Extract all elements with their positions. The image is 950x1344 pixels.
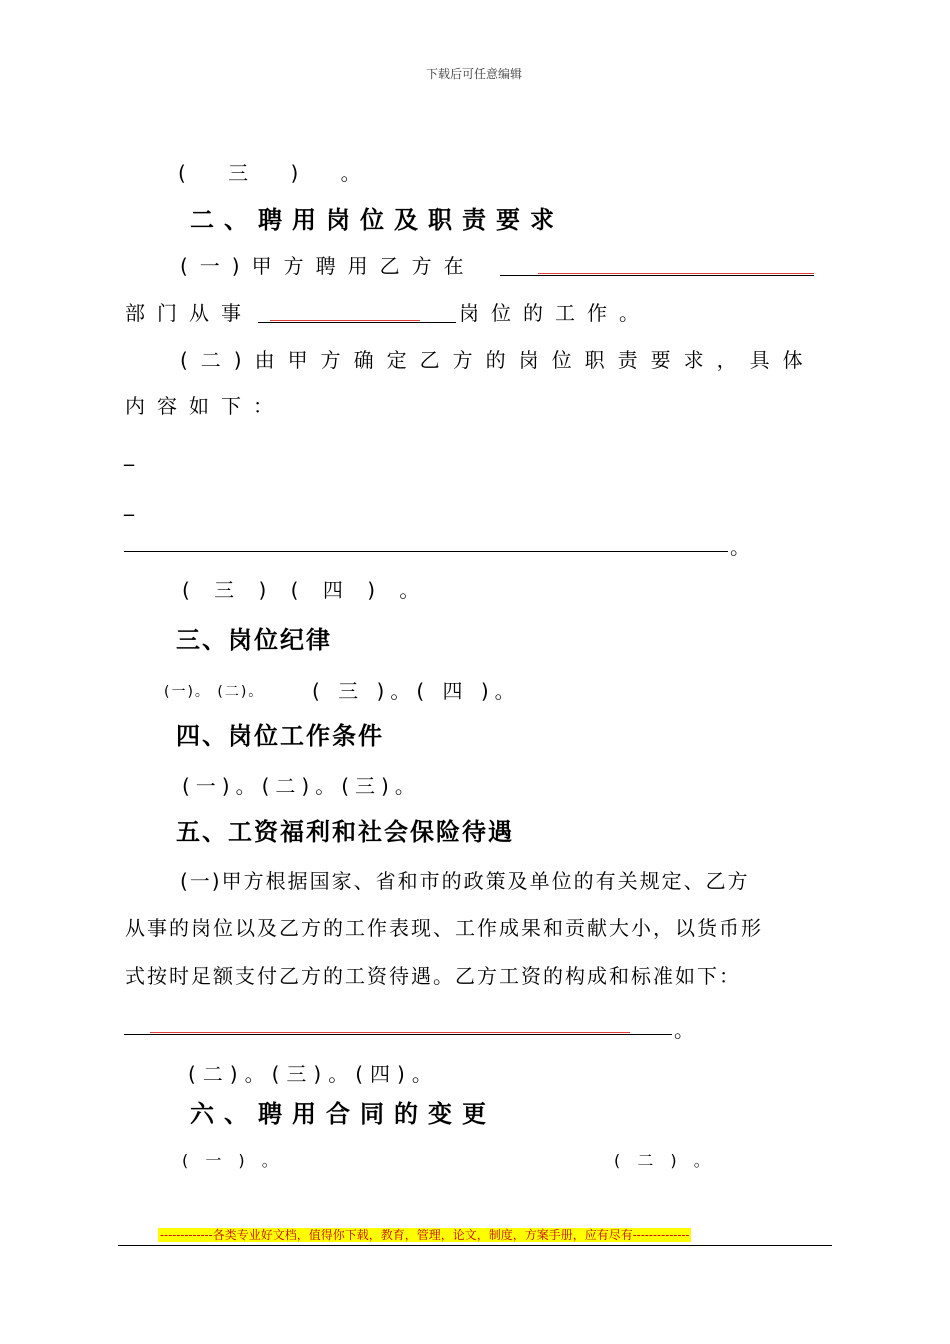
clause-line: ( 三 ) 。	[178, 161, 379, 185]
header-note: 下载后可任意编辑	[426, 67, 523, 81]
paragraph-text: 部门从事	[125, 301, 253, 325]
blank-underline	[258, 322, 456, 323]
blank-underline	[500, 275, 814, 276]
paragraph-text: 岗位的工作。	[459, 301, 651, 325]
period: 。	[674, 1018, 698, 1042]
section-heading-4: 四、岗位工作条件	[176, 722, 384, 750]
paragraph-text: (二)由甲方确定乙方的岗位职责要求，具体	[180, 348, 816, 372]
blank-underline	[124, 1034, 672, 1035]
section-heading-3: 三、岗位纪律	[176, 626, 332, 654]
clause-line: ( 三 )。( 四 )。	[312, 679, 521, 703]
clause-line: ( 三 ) ( 四 ) 。	[182, 578, 429, 602]
paragraph-text: (一)甲方聘用乙方在	[180, 254, 476, 278]
paragraph-text: 式按时足额支付乙方的工资待遇。乙方工资的构成和标准如下：	[125, 964, 741, 988]
paragraph-text: 内容如下：	[125, 394, 285, 418]
blank-red-mark	[270, 320, 420, 321]
blank-underline	[124, 551, 728, 552]
paragraph-text: 从事的岗位以及乙方的工作表现、工作成果和贡献大小，以货币形	[125, 916, 763, 940]
blank-red-mark	[150, 1032, 630, 1033]
period: 。	[730, 535, 754, 559]
clause-line: (一)。(二)。(三)。	[182, 774, 421, 798]
blank-red-mark	[538, 273, 814, 274]
clause-line: ( 二 ) 。	[614, 1151, 716, 1170]
clause-line: ( 一 ) 。	[182, 1151, 284, 1170]
section-heading-2: 二、聘用岗位及职责要求	[190, 206, 564, 234]
section-heading-6: 六、聘用合同的变更	[190, 1100, 496, 1128]
blank-dash: _	[124, 442, 138, 466]
clause-line: (一)。 (二)。	[164, 684, 265, 700]
clause-line: (二)。(三)。(四)。	[188, 1062, 439, 1086]
footer-divider	[118, 1245, 832, 1246]
paragraph-text: (一)甲方根据国家、省和市的政策及单位的有关规定、乙方	[180, 869, 750, 893]
section-heading-5: 五、工资福利和社会保险待遇	[176, 818, 514, 846]
blank-dash: _	[124, 492, 138, 516]
footer-banner: -------------各类专业好文档，值得你下载，教育，管理，论文，制度，方案手册，应有尽有--------------	[160, 1228, 690, 1242]
